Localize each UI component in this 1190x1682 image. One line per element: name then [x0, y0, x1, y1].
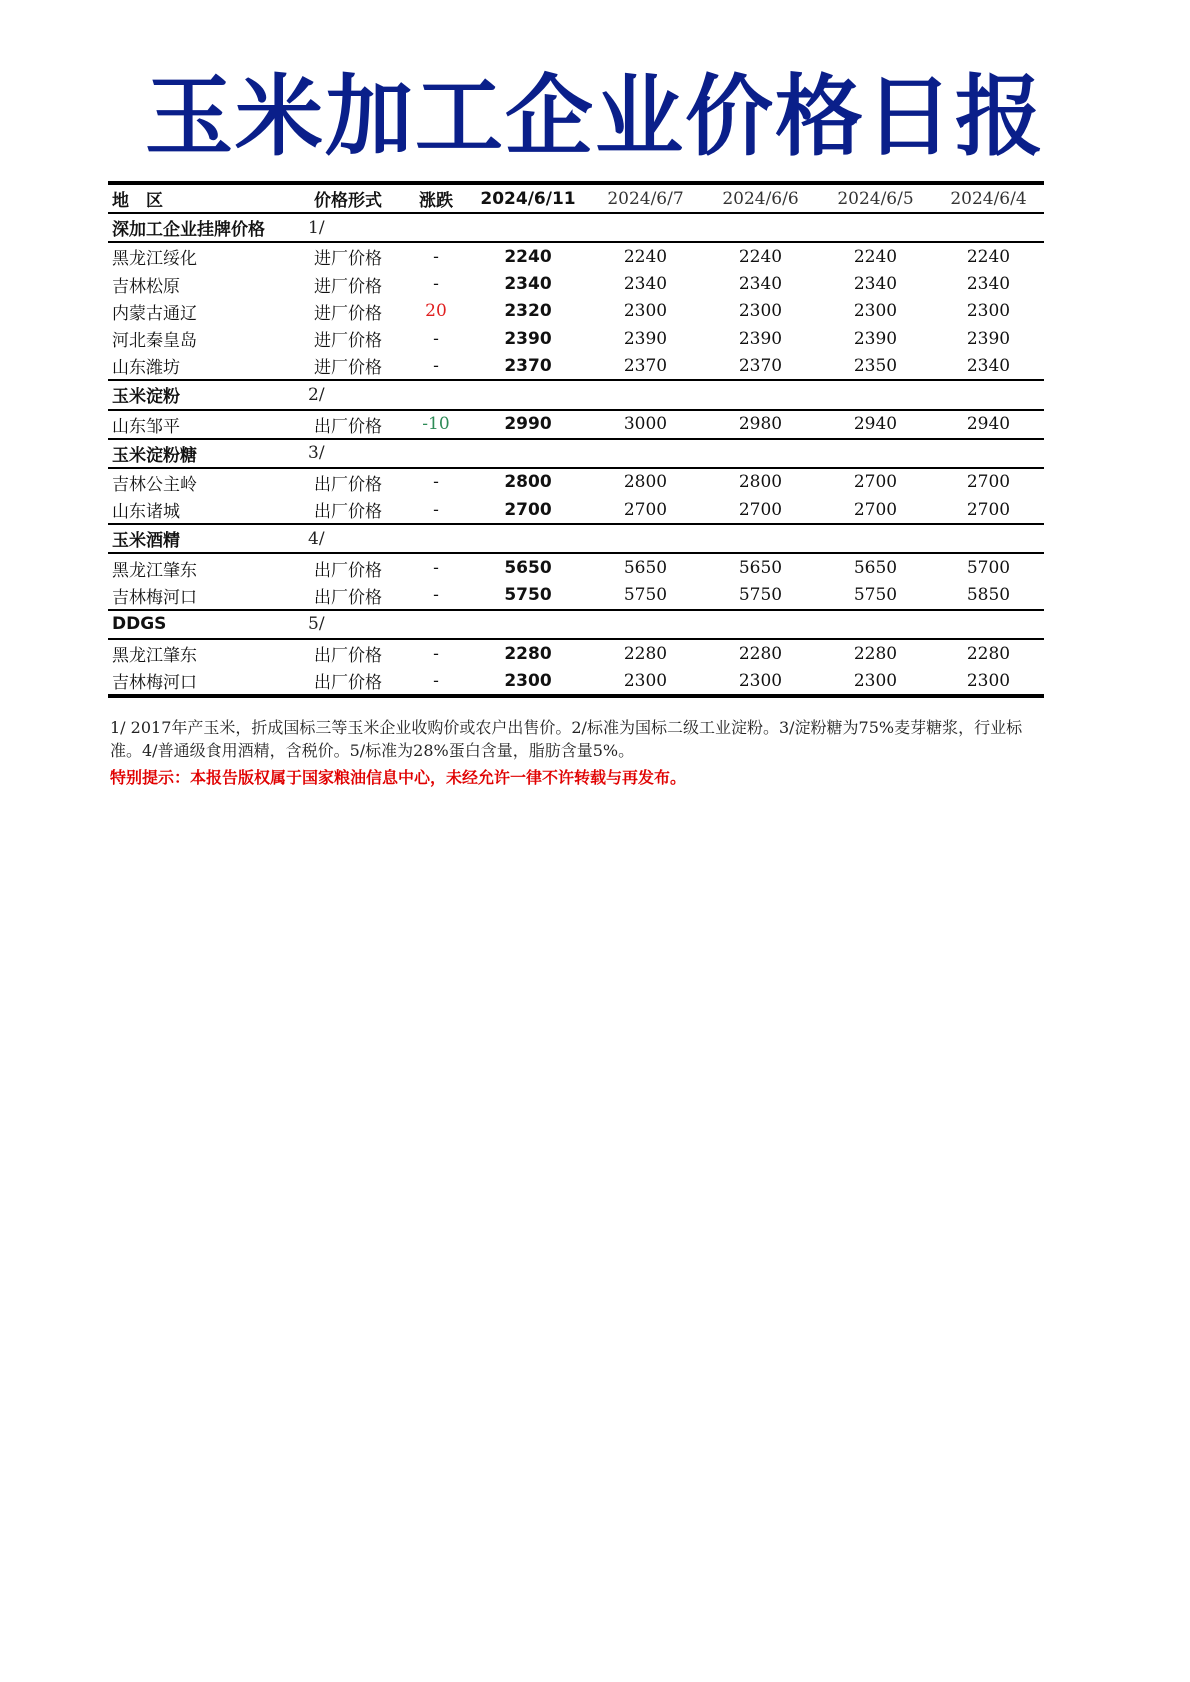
price-cell: 2240	[853, 246, 898, 267]
change-cell: -	[433, 643, 439, 664]
price-cell: 2240	[623, 246, 668, 267]
price-cell: 2700	[738, 499, 783, 520]
section-empty-cell	[468, 610, 588, 639]
price-cell: 2300	[966, 301, 1011, 322]
section-empty-cell	[818, 610, 933, 639]
price-cell: 5650	[853, 558, 898, 579]
price-cell: 2700	[966, 472, 1011, 493]
price-cell: 2700	[623, 499, 668, 520]
table-row	[108, 639, 1044, 667]
price-cell: 2240	[738, 246, 783, 267]
section-empty-cell	[468, 380, 588, 409]
price-cell: 2700	[966, 499, 1011, 520]
section-name: 玉米淀粉糖	[108, 439, 308, 468]
section-header-row	[108, 439, 1044, 468]
price-cell: 2280	[966, 643, 1011, 664]
section-empty-cell	[468, 439, 588, 468]
section-empty-cell	[933, 213, 1044, 242]
price-form-cell: 出厂价格	[314, 646, 382, 667]
section-empty-cell	[468, 213, 588, 242]
section-note: 3/	[308, 439, 404, 468]
current-price-cell: 5650	[504, 558, 552, 579]
price-cell: 2340	[966, 274, 1011, 295]
header-date: 2024/6/5	[818, 183, 933, 213]
header-date: 2024/6/4	[933, 183, 1044, 213]
price-cell: 2340	[738, 274, 783, 295]
section-empty-cell	[404, 380, 468, 409]
region-cell: 山东诸城	[112, 502, 180, 523]
section-note: 1/	[308, 213, 404, 242]
price-cell: 5750	[623, 585, 668, 606]
price-form-cell: 出厂价格	[314, 587, 382, 608]
section-empty-cell	[933, 380, 1044, 409]
price-form-cell: 出厂价格	[314, 502, 382, 523]
price-cell: 2240	[966, 246, 1011, 267]
section-empty-cell	[703, 610, 818, 639]
region-cell: 吉林公主岭	[112, 474, 197, 495]
price-cell: 2700	[853, 472, 898, 493]
section-empty-cell	[404, 610, 468, 639]
footnote-text: 1/ 2017年产玉米，折成国标三等玉米企业收购价或农户出售价。2/标准为国标二级工业淀粉。3/淀粉糖为75%麦芽糖浆，行业标准。4/普通级食用酒精，含税价。5/标准为28%蛋白含量，脂肪含量5%。	[110, 718, 1023, 760]
section-empty-cell	[588, 439, 703, 468]
table-row	[108, 496, 1044, 524]
current-price-cell: 2300	[468, 667, 588, 696]
current-price-cell: 2320	[504, 301, 552, 322]
price-cell: 2300	[933, 667, 1044, 696]
table-row	[108, 667, 1044, 696]
section-empty-cell	[818, 380, 933, 409]
change-cell: -	[433, 558, 439, 579]
table-row	[108, 582, 1044, 610]
section-note: 5/	[308, 610, 404, 639]
change-cell: -	[433, 472, 439, 493]
header-date: 2024/6/7	[588, 183, 703, 213]
section-header-row	[108, 213, 1044, 242]
section-empty-cell	[404, 524, 468, 553]
section-empty-cell	[818, 439, 933, 468]
change-cell: -	[433, 328, 439, 349]
section-empty-cell	[933, 610, 1044, 639]
current-price-cell: 5750	[504, 585, 552, 606]
price-cell: 2300	[818, 667, 933, 696]
price-form-cell: 进厂价格	[314, 358, 382, 379]
price-cell: 2390	[853, 328, 898, 349]
price-cell: 2350	[853, 355, 898, 376]
section-note: 2/	[308, 380, 404, 409]
section-header-row	[108, 524, 1044, 553]
region-cell: 河北秦皇岛	[112, 331, 197, 352]
price-cell: 2280	[738, 643, 783, 664]
price-cell: 5750	[738, 585, 783, 606]
price-cell: 3000	[623, 414, 668, 435]
section-empty-cell	[404, 439, 468, 468]
price-cell: 2390	[738, 328, 783, 349]
region-cell: 黑龙江肇东	[112, 560, 197, 581]
current-price-cell: 2800	[504, 472, 552, 493]
section-name: DDGS	[108, 610, 308, 639]
price-cell: 2340	[966, 355, 1011, 376]
section-empty-cell	[933, 439, 1044, 468]
section-empty-cell	[703, 439, 818, 468]
current-price-cell: 2990	[504, 414, 552, 435]
header-price-form: 价格形式	[308, 183, 404, 213]
price-form-cell: 进厂价格	[314, 303, 382, 324]
price-cell: 2280	[623, 643, 668, 664]
region-cell: 黑龙江绥化	[112, 249, 197, 270]
header-region: 地 区	[108, 183, 308, 213]
change-cell: -	[433, 274, 439, 295]
price-cell: 2300	[623, 301, 668, 322]
section-header-row	[108, 610, 1044, 639]
region-cell: 吉林梅河口	[108, 667, 308, 696]
table-row	[108, 298, 1044, 325]
region-cell: 内蒙古通辽	[112, 303, 197, 324]
price-cell: 2940	[853, 414, 898, 435]
price-cell: 2700	[853, 499, 898, 520]
change-cell: -	[433, 355, 439, 376]
section-empty-cell	[588, 213, 703, 242]
change-cell: -	[433, 585, 439, 606]
section-empty-cell	[703, 213, 818, 242]
price-cell: 2340	[623, 274, 668, 295]
price-cell: 2300	[853, 301, 898, 322]
price-table-body	[108, 183, 1044, 696]
price-cell: 2300	[738, 301, 783, 322]
price-form-cell: 进厂价格	[314, 331, 382, 352]
table-row	[108, 468, 1044, 496]
section-empty-cell	[818, 213, 933, 242]
table-header-row	[108, 183, 1044, 213]
region-cell: 黑龙江肇东	[112, 646, 197, 667]
price-cell: 5700	[966, 558, 1011, 579]
section-name: 深加工企业挂牌价格	[108, 213, 308, 242]
price-cell: 2370	[738, 355, 783, 376]
section-empty-cell	[588, 380, 703, 409]
price-cell: 2800	[623, 472, 668, 493]
section-header-row	[108, 380, 1044, 409]
price-form-cell: 进厂价格	[314, 276, 382, 297]
copyright-warning: 特别提示：本报告版权属于国家粮油信息中心，未经允许一律不许转载与再发布。	[110, 768, 687, 787]
price-form-cell: 出厂价格	[314, 560, 382, 581]
current-price-cell: 2390	[504, 328, 552, 349]
section-empty-cell	[588, 524, 703, 553]
region-cell: 山东邹平	[112, 416, 180, 437]
current-price-cell: 2700	[504, 499, 552, 520]
section-empty-cell	[588, 610, 703, 639]
section-name: 玉米酒精	[108, 524, 308, 553]
price-form-cell: 出厂价格	[314, 416, 382, 437]
table-row	[108, 553, 1044, 581]
price-cell: 2390	[966, 328, 1011, 349]
header-date-current: 2024/6/11	[468, 183, 588, 213]
change-cell: 20	[425, 301, 447, 322]
section-note: 4/	[308, 524, 404, 553]
region-cell: 吉林松原	[112, 276, 180, 297]
table-row	[108, 325, 1044, 352]
region-cell: 吉林梅河口	[112, 587, 197, 608]
price-cell: 2980	[738, 414, 783, 435]
price-cell: 2300	[588, 667, 703, 696]
price-cell: 5750	[853, 585, 898, 606]
price-form-cell: 出厂价格	[314, 474, 382, 495]
change-cell: -	[404, 667, 468, 696]
price-cell: 5650	[738, 558, 783, 579]
header-change: 涨跌	[404, 183, 468, 213]
price-cell: 2300	[703, 667, 818, 696]
section-empty-cell	[703, 524, 818, 553]
price-cell: 2800	[738, 472, 783, 493]
report-title: 玉米加工企业价格日报	[144, 65, 1045, 168]
price-cell: 2940	[966, 414, 1011, 435]
change-cell: -	[433, 499, 439, 520]
price-cell: 2370	[623, 355, 668, 376]
table-row	[108, 410, 1044, 439]
price-table	[108, 181, 1044, 698]
price-cell: 5650	[623, 558, 668, 579]
current-price-cell: 2340	[504, 274, 552, 295]
price-form-cell: 进厂价格	[314, 249, 382, 270]
section-empty-cell	[818, 524, 933, 553]
section-empty-cell	[404, 213, 468, 242]
price-cell: 2340	[853, 274, 898, 295]
section-name: 玉米淀粉	[108, 380, 308, 409]
change-cell: -10	[422, 414, 450, 435]
price-cell: 2280	[853, 643, 898, 664]
section-empty-cell	[933, 524, 1044, 553]
section-empty-cell	[703, 380, 818, 409]
table-row	[108, 352, 1044, 380]
price-form-cell: 出厂价格	[308, 667, 404, 696]
current-price-cell: 2370	[504, 355, 552, 376]
table-row	[108, 271, 1044, 298]
region-cell: 山东潍坊	[112, 358, 180, 379]
price-cell: 5850	[966, 585, 1011, 606]
current-price-cell: 2280	[504, 643, 552, 664]
current-price-cell: 2240	[504, 246, 552, 267]
header-date: 2024/6/6	[703, 183, 818, 213]
section-empty-cell	[468, 524, 588, 553]
table-row	[108, 242, 1044, 270]
price-cell: 2390	[623, 328, 668, 349]
change-cell: -	[433, 246, 439, 267]
